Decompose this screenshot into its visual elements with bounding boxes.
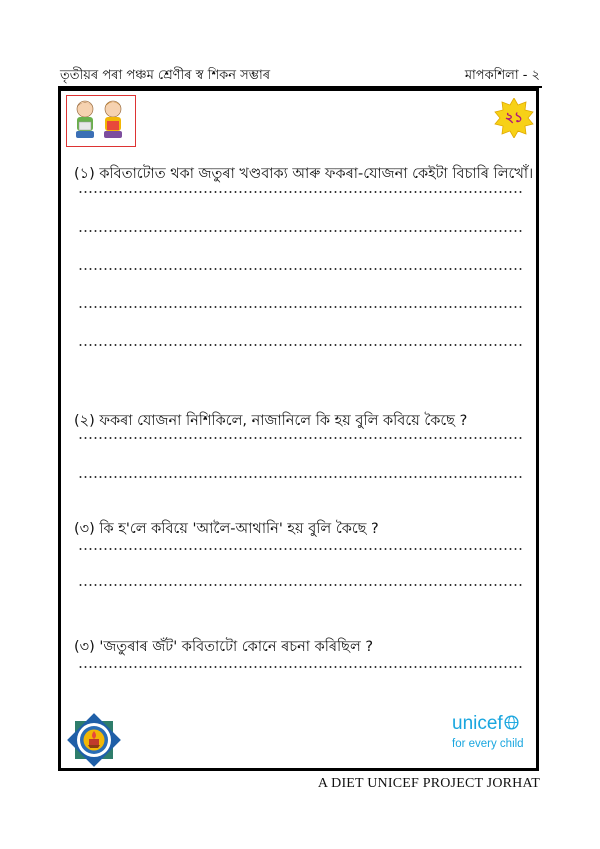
sheet-label: মাপকশিলা - ২ xyxy=(464,68,540,83)
answer-line xyxy=(78,548,524,550)
question-4: (৩) 'জতুৰাৰ জঁট' কবিতাটো কোনে ৰচনা কৰিছিল ? xyxy=(74,639,374,655)
unicef-globe-icon xyxy=(504,715,519,730)
answer-line xyxy=(78,268,524,270)
answer-line xyxy=(78,584,524,586)
question-1: (১) কবিতাটোত থকা জতুৰা খণ্ডবাক্য আৰু ফকৰা-যোজনা কেইটা বিচাৰি লিখোঁ। xyxy=(74,166,534,182)
answer-line xyxy=(78,191,524,193)
answer-line xyxy=(78,476,524,478)
unicef-logo xyxy=(452,714,532,750)
page-number: ২১ xyxy=(504,110,524,126)
question-2: (২) ফকৰা যোজনা নিশিকিলে, নাজানিলে কি হয় বুলি কবিয়ে কৈছে ? xyxy=(74,413,468,429)
children-illustration xyxy=(66,95,136,147)
children-reading-icon xyxy=(67,96,134,145)
answer-line xyxy=(78,666,524,668)
answer-line xyxy=(78,437,524,439)
diet-emblem-icon xyxy=(66,712,122,768)
unicef-wordmark: unicef xyxy=(452,713,503,734)
footer-text: A DIET UNICEF PROJECT JORHAT xyxy=(317,776,540,791)
answer-line xyxy=(78,230,524,232)
header-title: তৃতীয়ৰ পৰা পঞ্চম শ্ৰেণীৰ স্ব শিকন সম্ভাৰ xyxy=(60,68,271,83)
unicef-tagline: for every child xyxy=(452,738,524,750)
answer-line xyxy=(78,306,524,308)
question-3: (৩) কি হ'লে কবিয়ে 'আলৈ-আথানি' হয় বুলি কৈছে ? xyxy=(74,521,379,537)
answer-line xyxy=(78,344,524,346)
